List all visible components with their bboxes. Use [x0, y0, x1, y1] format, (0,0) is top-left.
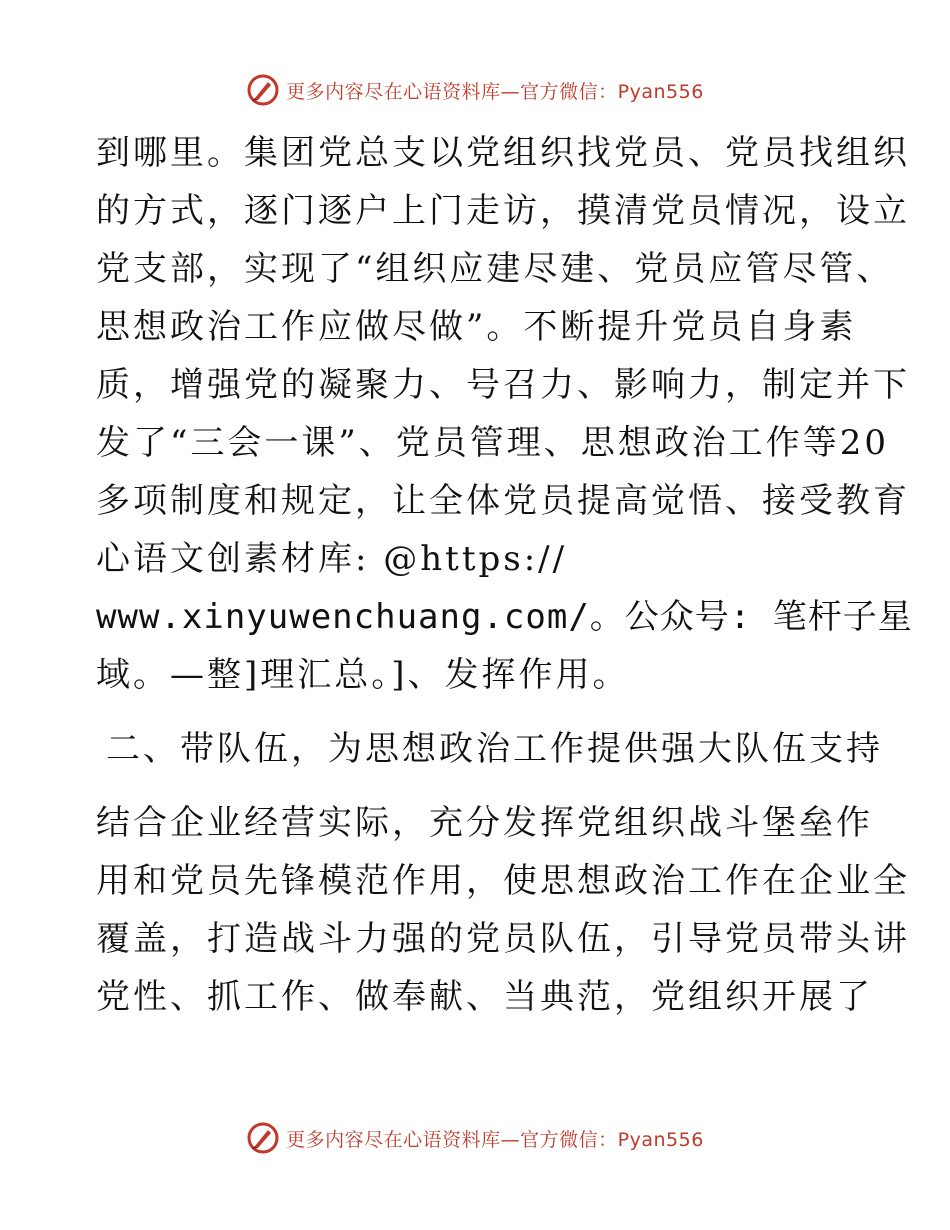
quill-logo-icon: [246, 1121, 280, 1155]
footer-watermark: [0, 1118, 950, 1158]
document-body: [96, 124, 913, 1026]
text-line: 域。—整]理汇总。]、发挥作用。: [96, 655, 630, 695]
text-line: 思想政治工作应做尽做”。不断提升党员自身素: [96, 307, 857, 347]
text-line: 党性、抓工作、做奉献、当典范，党组织开展了: [96, 977, 873, 1017]
text-line: 覆盖，打造战斗力强的党员队伍，引导党员带头讲: [96, 919, 910, 959]
text-line: 心语文创素材库: @https://: [96, 539, 568, 579]
footer-watermark-text: 更多内容尽在心语资料库—官方微信：Pyan556: [286, 1128, 704, 1151]
text-line: 结合企业经营实际，充分发挥党组织战斗堡垒作: [96, 803, 873, 843]
section-heading: 二、带队伍，为思想政治工作提供强大队伍支持: [106, 729, 883, 769]
text-line: 发了“三会一课”、党员管理、思想政治工作等20: [96, 423, 890, 463]
text-line: 党支部，实现了“组织应建尽建、党员应管尽管、: [96, 249, 894, 289]
text-line: 多项制度和规定，让全体党员提高觉悟、接受教育: [96, 481, 910, 521]
text-line: 的方式，逐门逐户上门走访，摸清党员情况，设立: [96, 191, 910, 231]
header-watermark: [0, 70, 950, 110]
text-line: 用和党员先锋模范作用，使思想政治工作在企业全: [96, 861, 910, 901]
quill-logo-icon: [246, 73, 280, 107]
header-watermark-text: 更多内容尽在心语资料库—官方微信：Pyan556: [286, 80, 704, 103]
text-line: 到哪里。集团党总支以党组织找党员、党员找组织: [96, 133, 910, 173]
text-line: 质，增强党的凝聚力、号召力、影响力，制定并下: [96, 365, 910, 405]
text-line-url: www.xinyuwenchuang.com/。公众号: 笔杆子星: [96, 597, 913, 637]
